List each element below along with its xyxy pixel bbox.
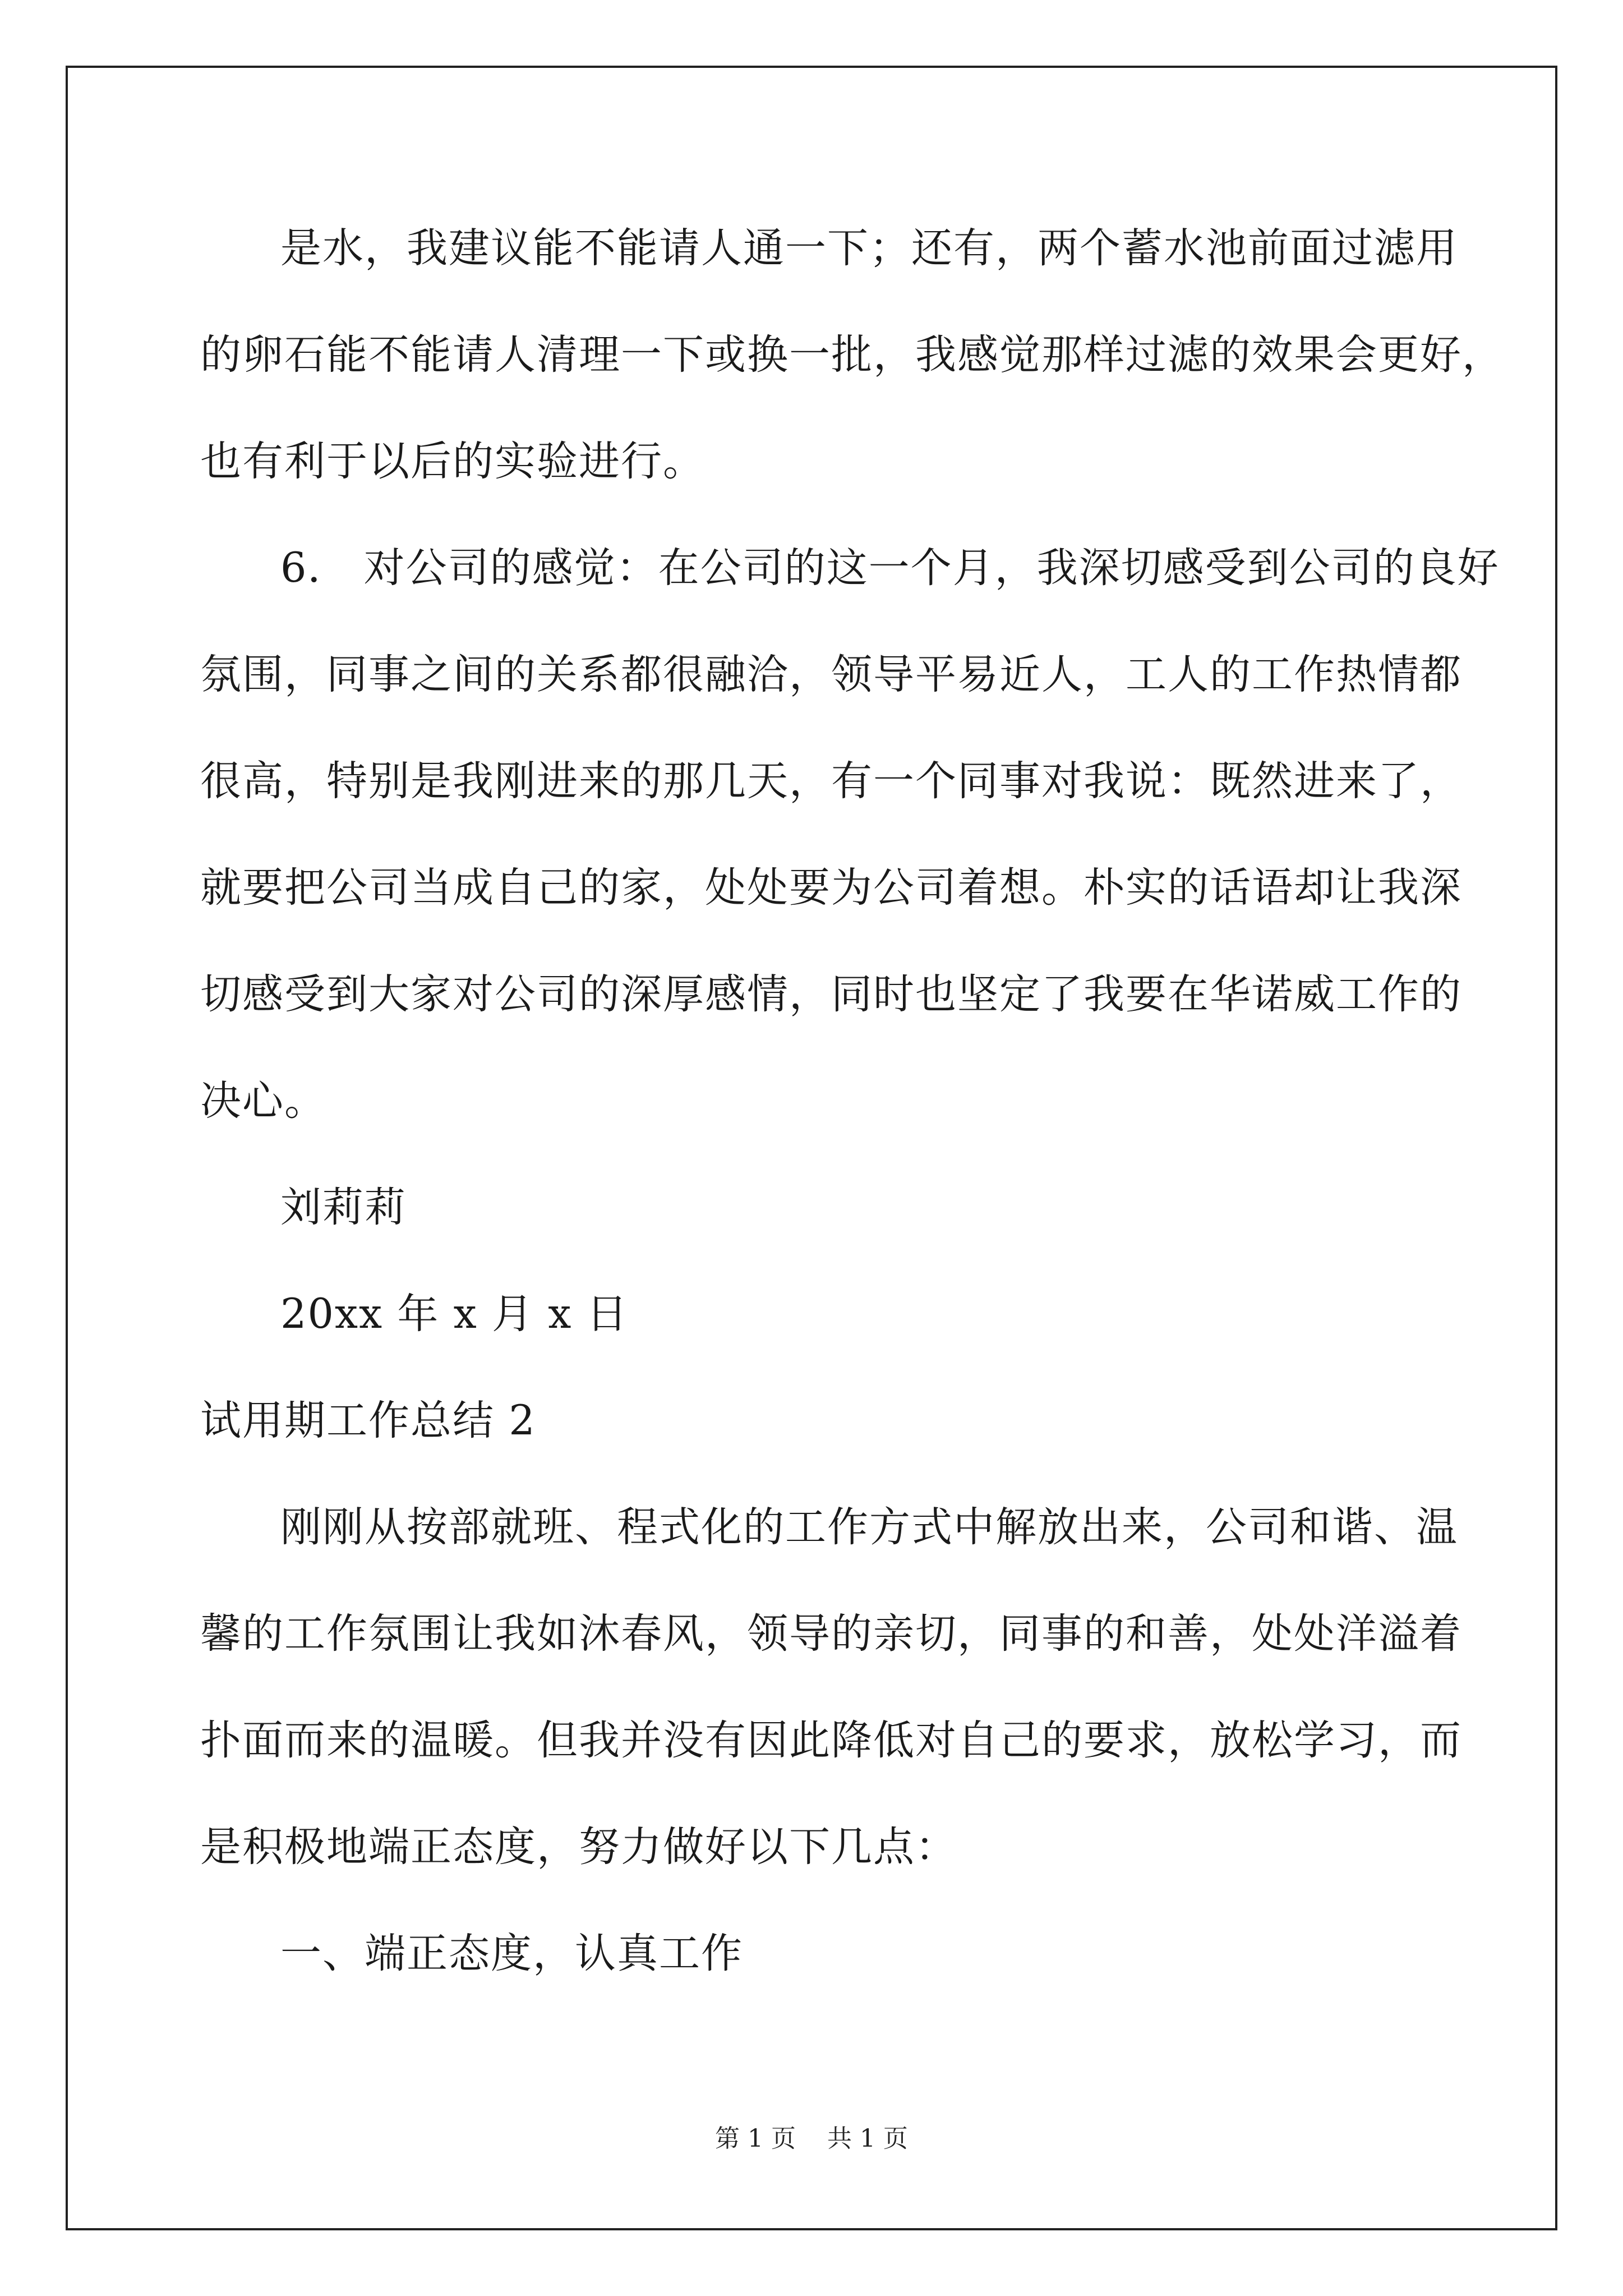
body-text-line: 很高，特别是我刚进来的那几天，有一个同事对我说：既然进来了，: [200, 757, 1462, 805]
body-text-line: 扑面而来的温暖。但我并没有因此降低对自己的要求，放松学习，而: [200, 1717, 1462, 1764]
section-title: 试用期工作总结 2: [200, 1397, 536, 1444]
body-text-line: 就要把公司当成自己的家，处处要为公司着想。朴实的话语却让我深: [200, 864, 1462, 912]
signature-name: 刘莉莉: [280, 1184, 407, 1231]
body-text-line: 刚刚从按部就班、程式化的工作方式中解放出来，公司和谐、温: [280, 1503, 1458, 1551]
body-text-line: 氛围，同事之间的关系都很融洽，领导平易近人，工人的工作热情都: [200, 651, 1462, 698]
page-border: [66, 66, 1557, 2230]
body-text-line: 是积极地端正态度，努力做好以下几点：: [200, 1823, 957, 1871]
body-text-line: 6． 对公司的感觉：在公司的这一个月，我深切感受到公司的良好: [280, 544, 1500, 592]
body-text-line: 馨的工作氛围让我如沐春风，领导的亲切，同事的和善，处处洋溢着: [200, 1610, 1462, 1658]
signature-date: 20xx 年 x 月 x 日: [280, 1290, 629, 1338]
body-text-line: 是水，我建议能不能请人通一下；还有，两个蓄水池前面过滤用: [280, 224, 1458, 272]
body-text-line: 决心。: [200, 1077, 326, 1125]
page-number-footer: 第 1 页 共 1 页: [715, 2124, 908, 2153]
body-text-line: 切感受到大家对公司的深厚感情，同时也坚定了我要在华诺威工作的: [200, 970, 1462, 1018]
body-text-line: 也有利于以后的实验进行。: [200, 438, 705, 485]
sub-heading: 一、端正态度，认真工作: [280, 1930, 743, 1977]
body-text-line: 的卵石能不能请人清理一下或换一批，我感觉那样过滤的效果会更好，: [200, 331, 1504, 379]
